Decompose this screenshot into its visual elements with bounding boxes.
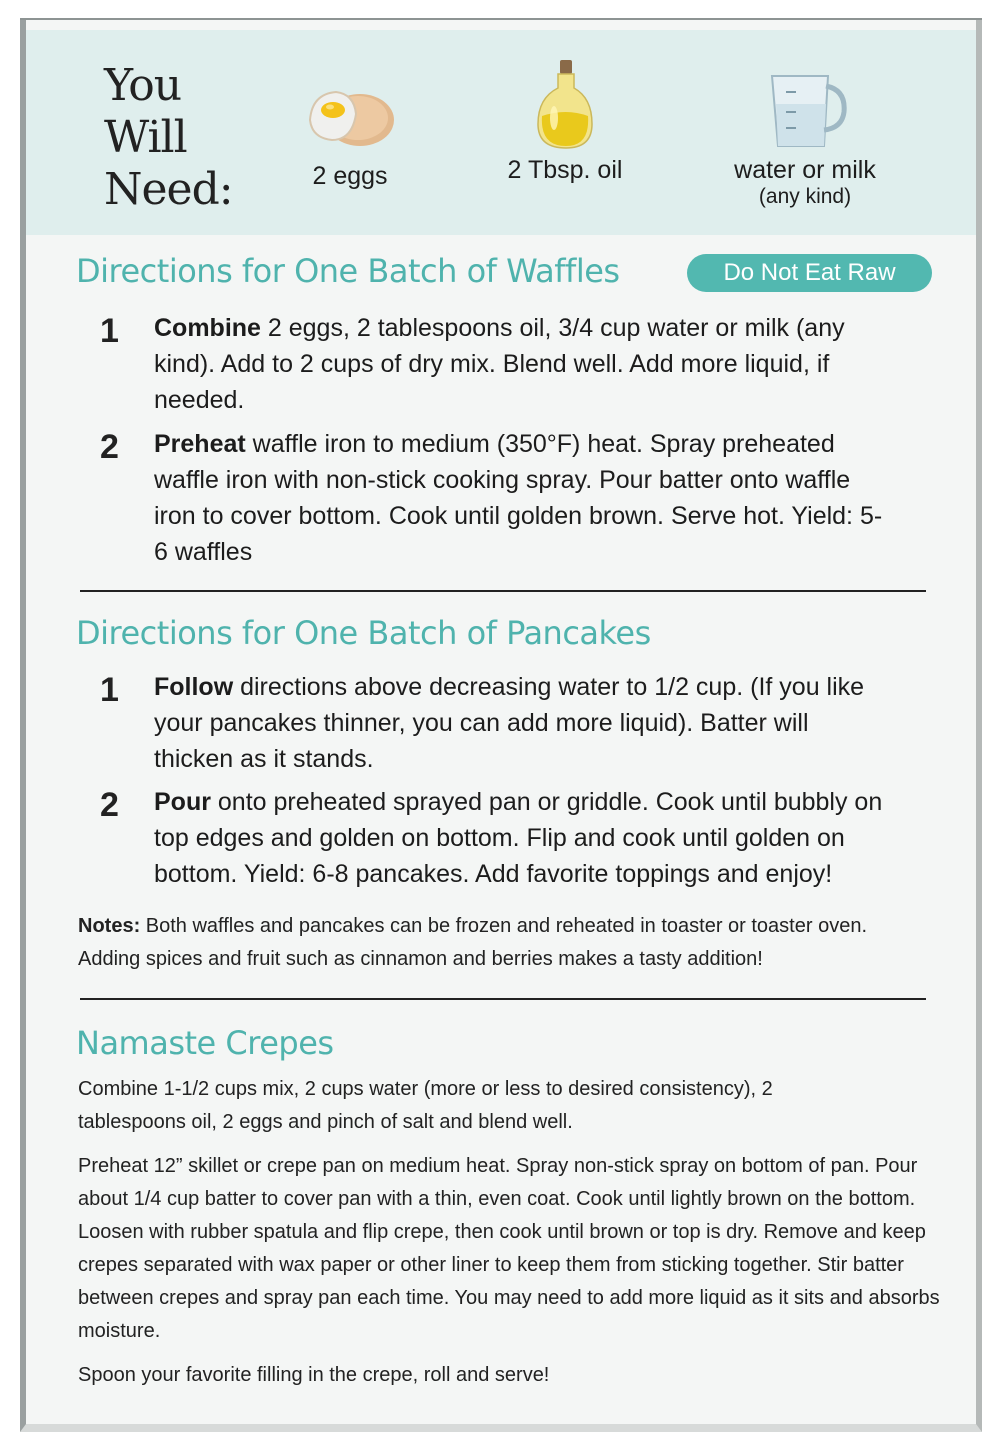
crepes-paragraph-2: Preheat 12” skillet or crepe pan on medium heat. Spray non-stick spray on bottom of pan. Pour about 1/4 cup batter to cover pan with a thin, even coat. Cook until lightly brown on the bottom. Loosen with rubber spatula and flip crepe, then cook until brown or top is dry. Remove and keep crepes separated with wax paper or other liner to keep them from sticking together. Stir batter between crepes and spray pan each time. You may need to add more liquid as it sits and absorbs moisture. [78, 1155, 940, 1342]
measuring-cup-icon [760, 68, 850, 150]
oil-bottle-icon [530, 58, 600, 150]
do-not-eat-raw-badge: Do Not Eat Raw [687, 254, 932, 292]
water-item: water or milk (any kind) [720, 68, 890, 209]
waffles-step-2: 2 Preheat waffle iron to medium (350°F) heat. Spray preheated waffle iron with non-stick cooking spray. Pour batter onto waffle iron to cover bottom. Cook until golden brown. Serve hot. Yield: 5-6 waffles [100, 428, 883, 566]
pancakes-step-2: 2 Pour onto preheated sprayed pan or griddle. Cook until bubbly on top edges and golden on bottom. Flip and cook until golden on bottom. Yield: 6-8 pancakes. Add favorite toppings and enjoy! [100, 786, 883, 888]
divider [80, 590, 926, 592]
waffles-step-1: 1 Combine 2 eggs, 2 tablespoons oil, 3/4 cup water or milk (any kind). Add to 2 cups of dry mix. Blend well. Add more liquid, if needed. [100, 312, 845, 414]
divider [80, 998, 926, 1000]
waffles-heading: Directions for One Batch of Waffles [76, 252, 620, 290]
pancakes-heading: Directions for One Batch of Pancakes [76, 614, 651, 652]
crepes-heading: Namaste Crepes [76, 1024, 334, 1062]
crepes-paragraph-3: Spoon your favorite filling in the crepe, roll and serve! [78, 1364, 550, 1386]
you-will-need-title: You Will Need: [104, 60, 233, 215]
pancakes-step-1: 1 Follow directions above decreasing water to 1/2 cup. (If you like your pancakes thinner, you can add more liquid). Batter will thicken as it stands. [100, 671, 865, 773]
crepes-paragraph-1: Combine 1-1/2 cups mix, 2 cups water (more or less to desired consistency), 2 tablespoons oil, 2 eggs and pinch of salt and blend well. [78, 1078, 773, 1133]
eggs-item: 2 eggs [290, 80, 410, 191]
eggs-icon [302, 80, 398, 150]
notes: Notes: Both waffles and pancakes can be frozen and reheated in toaster or toaster oven. Adding spices and fruit such as cinnamon and berries makes a tasty addition! [78, 915, 868, 970]
oil-item: 2 Tbsp. oil [490, 58, 640, 185]
